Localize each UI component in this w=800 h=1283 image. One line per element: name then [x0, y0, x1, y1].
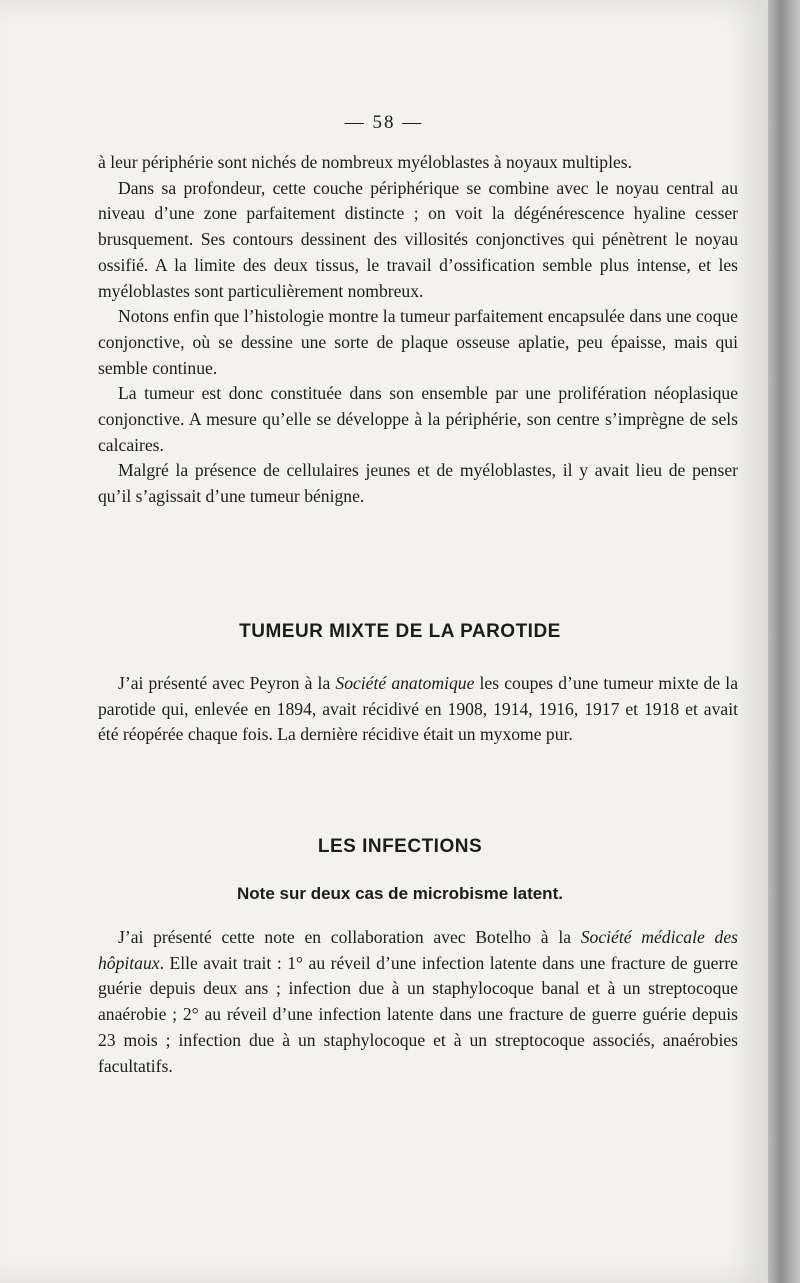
journal-name: Société médicale des hôpitaux: [98, 927, 738, 973]
page-number: — 58 —: [344, 112, 424, 133]
paragraph: Malgré la présence de cellulaires jeunes et de myéloblastes, il y avait lieu de penser qu’il s’agissait d’une tumeur bénigne.: [98, 460, 738, 507]
paragraph-text: J’ai présenté avec Peyron à la: [118, 673, 336, 693]
paragraph-text: . Elle avait trait : 1° au réveil d’une infection latente dans une fracture de guerre guérie depuis deux ans ; infection due à un staphylocoque banal et à un streptocoque anaérobie ; 2° au réveil d’une infection latente dans une fracture de guerre guérie depuis 23 mois ; infection due à un staphylocoque et à un streptocoque associés, anaérobies facultatifs.: [98, 952, 738, 1076]
section-infections-text: [98, 925, 738, 1079]
page-edge-shadow: [768, 0, 800, 1283]
section-subheading: Note sur deux cas de microbisme latent.: [237, 884, 563, 903]
paragraph: Notons enfin que l’histologie montre la tumeur parfaitement encapsulée dans une coque conjonctive, où se dessine une sorte de plaque osseuse aplatie, peu épaisse, mais qui semble continue.: [98, 306, 738, 378]
section-heading-parotide: TUMEUR MIXTE DE LA PAROTIDE: [239, 621, 561, 642]
section-parotide-text: [98, 671, 738, 748]
paragraph-text: les coupes d’une tumeur mixte de la parotide qui, enlevée en 1894, avait récidivé en 1908, 1914, 1916, 1917 et 1918 et avait été réopérée chaque fois. La dernière récidive était un myxome pur.: [98, 673, 738, 745]
section-heading-infections: LES INFECTIONS: [317, 836, 483, 857]
journal-name: Société anatomique: [335, 673, 475, 693]
section-histology-text: [98, 150, 738, 510]
paragraph-text: J’ai présenté cette note en collaboration avec Botelho à la: [118, 927, 581, 947]
paragraph: [98, 671, 738, 748]
paragraph: [98, 925, 738, 1079]
paragraph: Dans sa profondeur, cette couche périphérique se combine avec le noyau central au niveau d’une zone parfaitement distincte ; on voit la dégénérescence hyaline cesser brusquement. Ses contours dessinent des villosités conjonctives qui pénètrent le noyau ossifié. A la limite des deux tissus, le travail d’ossification semble plus intense, et les myéloblastes sont particulièrement nombreux.: [98, 177, 738, 301]
paragraph: à leur périphérie sont nichés de nombreux myéloblastes à noyaux multiples.: [98, 152, 633, 172]
paragraph: La tumeur est donc constituée dans son ensemble par une prolifération néoplasique conjonctive. A mesure qu’elle se développe à la périphérie, son centre s’imprègne de sels calcaires.: [98, 383, 738, 455]
